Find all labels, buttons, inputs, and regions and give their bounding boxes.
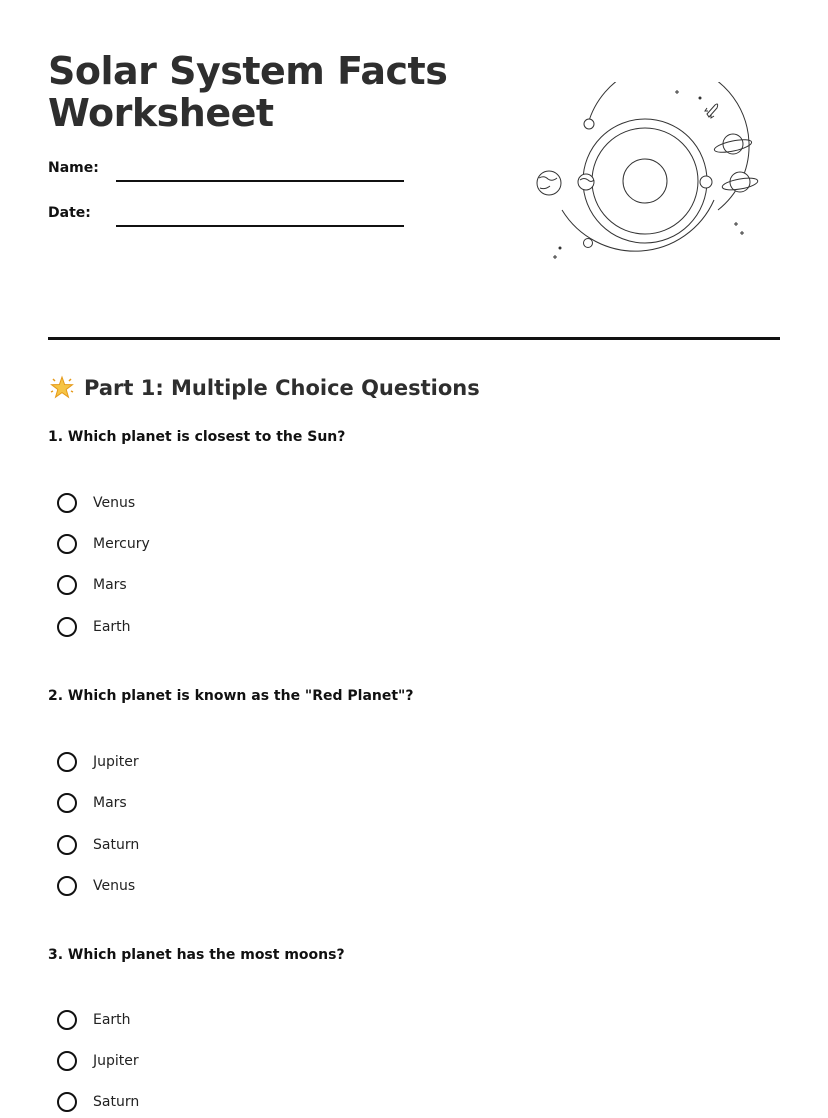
question-1: 1. Which planet is closest to the Sun? <box>48 429 346 445</box>
option-label: Mars <box>93 795 127 811</box>
q1-option-1[interactable] <box>57 490 135 516</box>
option-label: Saturn <box>93 837 140 853</box>
name-label: Name: <box>48 160 99 176</box>
title-line-2: Worksheet <box>48 91 274 135</box>
question-2: 2. Which planet is known as the "Red Planet"? <box>48 688 414 704</box>
q1-option-2[interactable] <box>57 531 150 557</box>
option-label: Venus <box>93 495 136 511</box>
option-label: Mars <box>93 577 127 593</box>
option-label: Mercury <box>93 536 150 552</box>
section-title <box>48 374 480 402</box>
radio-button[interactable] <box>57 793 77 813</box>
q3-option-1[interactable] <box>57 1007 131 1033</box>
question-3: 3. Which planet has the most moons? <box>48 947 345 963</box>
q2-option-1[interactable] <box>57 749 139 775</box>
radio-button[interactable] <box>57 876 77 896</box>
q3-option-2[interactable] <box>57 1048 139 1074</box>
date-label: Date: <box>48 205 91 221</box>
radio-button[interactable] <box>57 493 77 513</box>
radio-button[interactable] <box>57 1051 77 1071</box>
option-label: Venus <box>93 878 136 894</box>
q1-option-4[interactable] <box>57 614 131 640</box>
option-label: Jupiter <box>93 1053 139 1069</box>
q3-option-3[interactable] <box>57 1089 139 1115</box>
radio-button[interactable] <box>57 617 77 637</box>
q2-option-3[interactable] <box>57 832 139 858</box>
radio-button[interactable] <box>57 835 77 855</box>
radio-button[interactable] <box>57 575 77 595</box>
q2-option-2[interactable] <box>57 790 127 816</box>
date-field[interactable] <box>116 225 404 227</box>
title-line-1: Solar System Facts <box>48 49 448 93</box>
option-label: Jupiter <box>93 754 139 770</box>
q2-option-4[interactable] <box>57 873 135 899</box>
radio-button[interactable] <box>57 1092 77 1112</box>
option-label: Earth <box>93 619 131 635</box>
q1-option-3[interactable] <box>57 572 127 598</box>
radio-button[interactable] <box>57 1010 77 1030</box>
section-divider <box>48 337 780 340</box>
section-title-text: Part 1: Multiple Choice Questions <box>84 376 480 400</box>
option-label: Saturn <box>93 1094 140 1110</box>
solar-system-illustration <box>530 82 762 272</box>
option-label: Earth <box>93 1012 131 1028</box>
radio-button[interactable] <box>57 534 77 554</box>
radio-button[interactable] <box>57 752 77 772</box>
name-field[interactable] <box>116 180 404 182</box>
page-title <box>48 50 447 134</box>
star-icon <box>48 374 76 402</box>
